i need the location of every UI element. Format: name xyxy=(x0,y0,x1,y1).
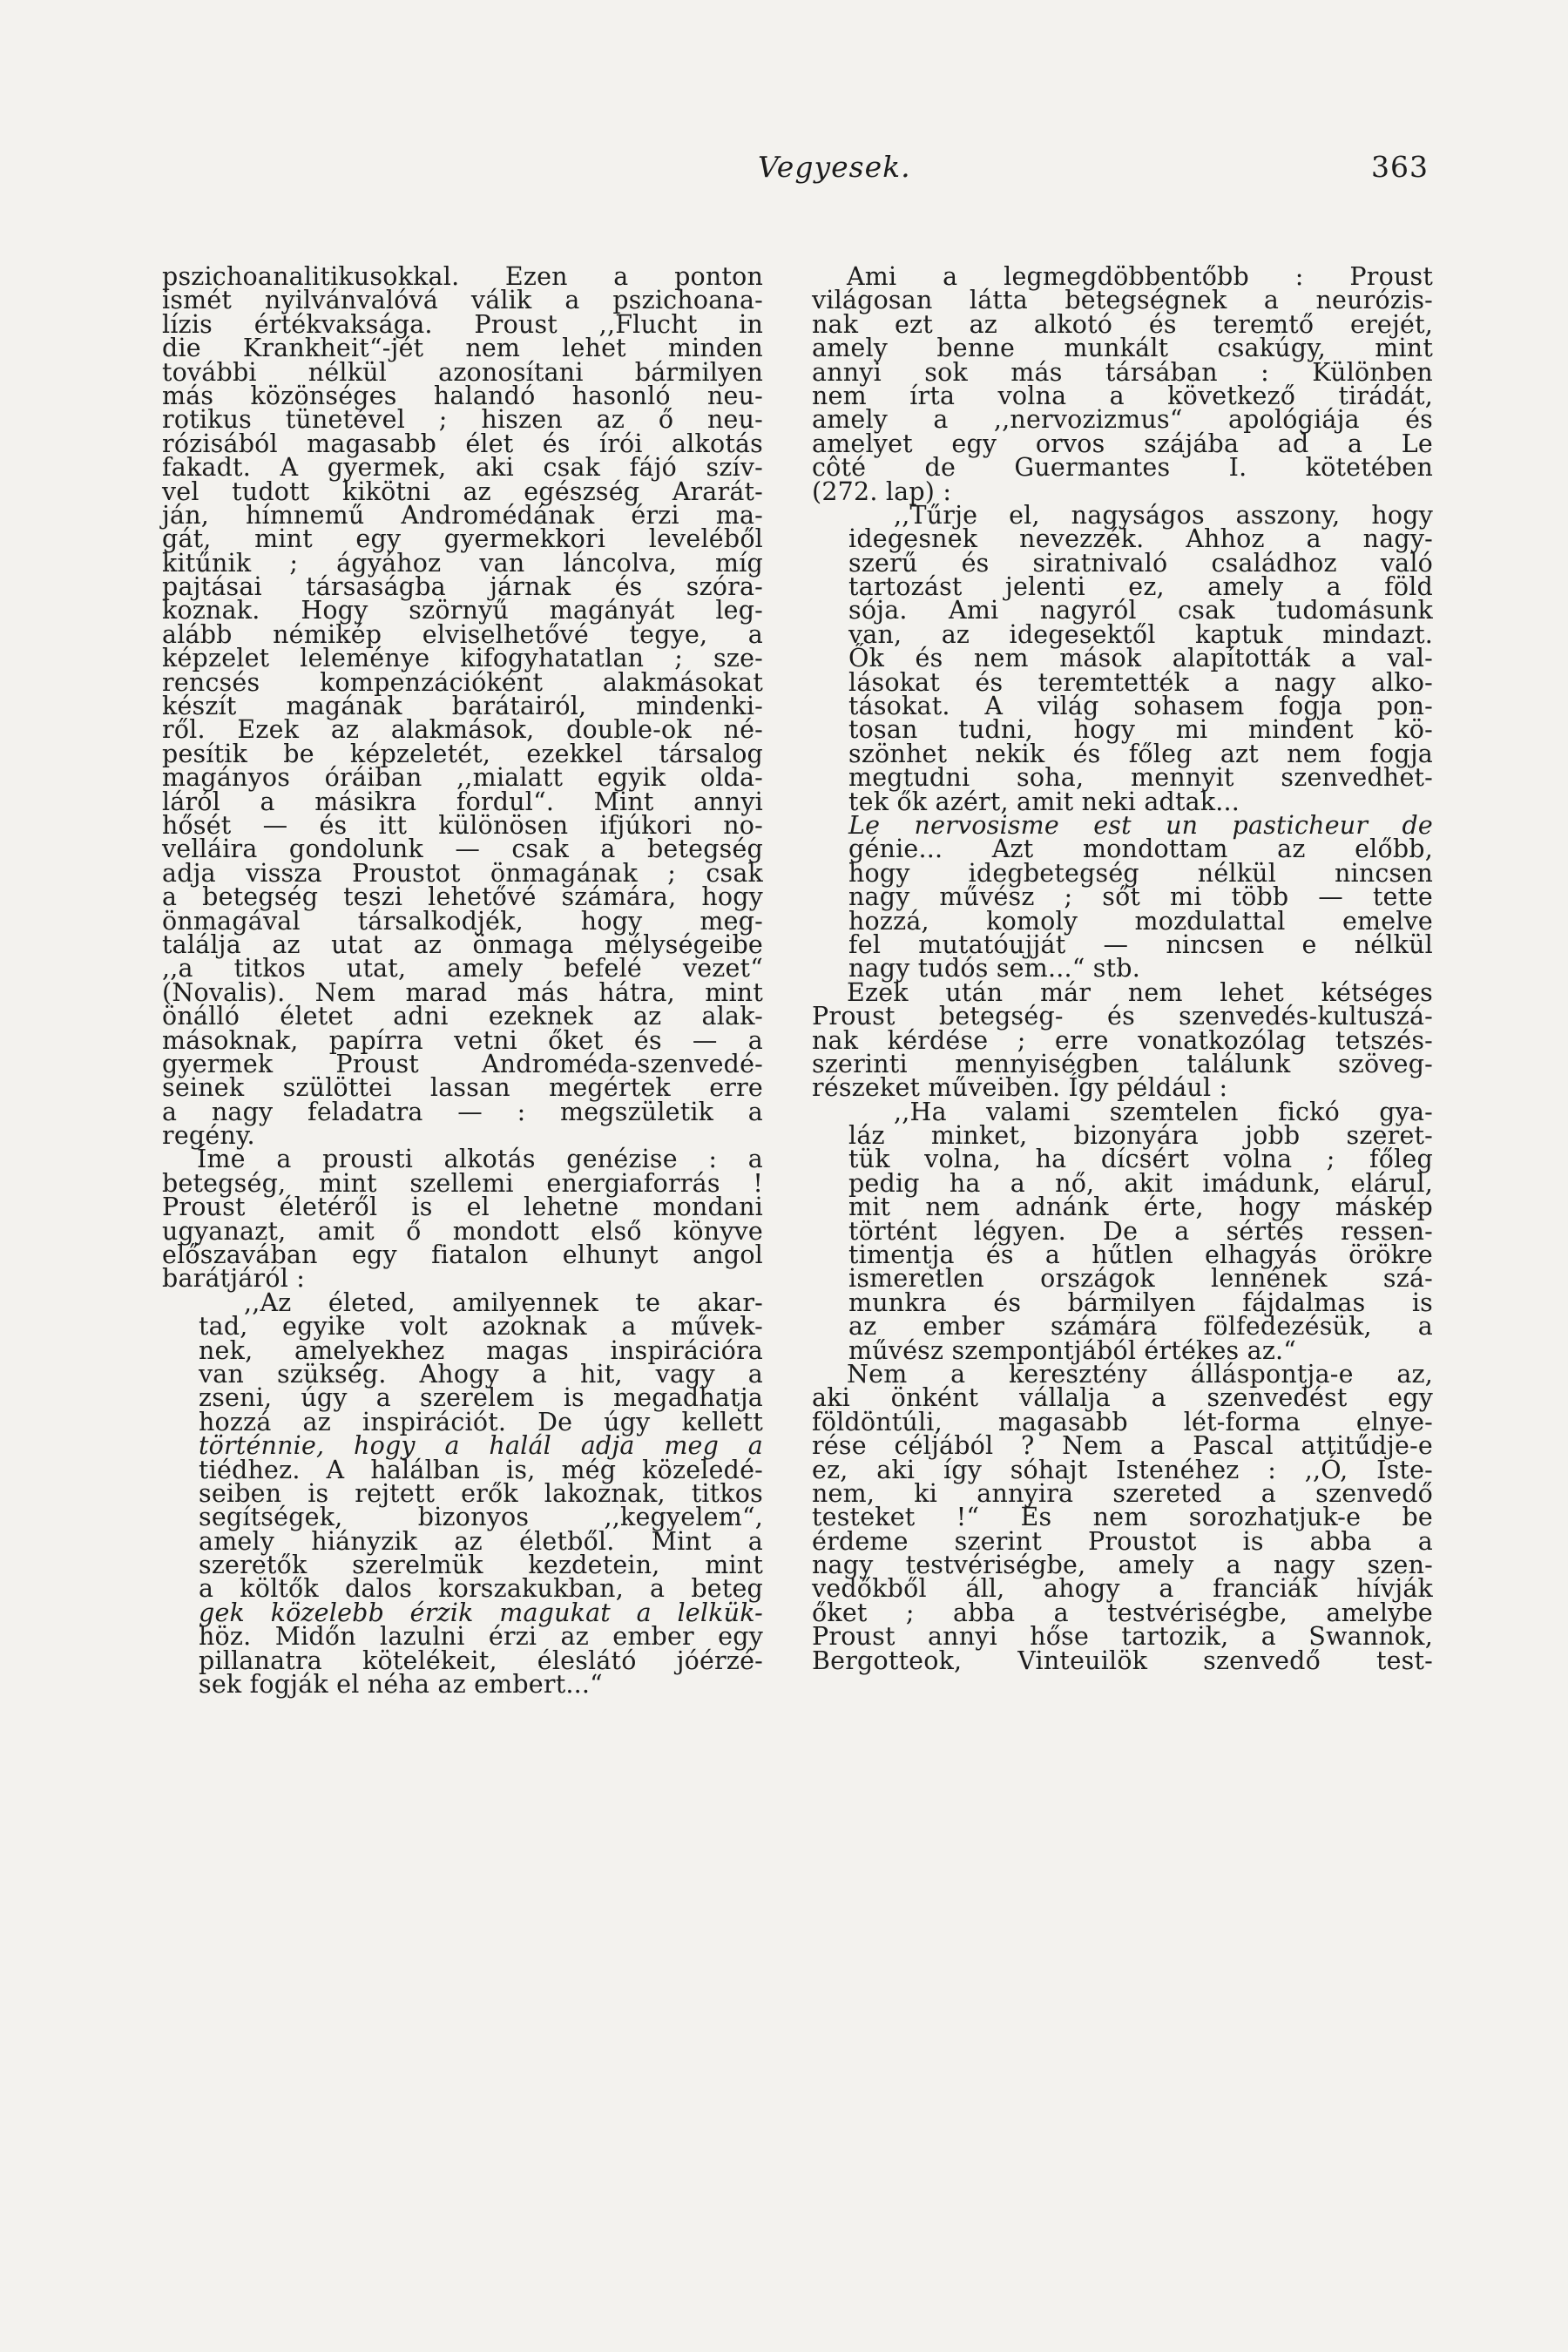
text-line: részeket műveiben. Így például : xyxy=(812,1073,1228,1103)
text-line: ismeretlen országok lennének szá- xyxy=(848,1264,1433,1294)
text-line: Proust betegség- és szenvedés-kultuszá- xyxy=(812,1002,1433,1031)
text-line: amely a ,,nervozizmus“ apológiája és xyxy=(812,405,1433,435)
text-line: fakadt. A gyermek, aki csak fájó szív- xyxy=(162,453,763,483)
text-line: aki önként vállalja a szenvedést egy xyxy=(812,1383,1433,1413)
text-line: mit nem adnánk érte, hogy máskép xyxy=(848,1193,1433,1222)
text-line: annyi sok más társában : Különben xyxy=(812,357,1433,387)
text-line: világosan látta betegségnek a neurózis- xyxy=(812,286,1433,315)
running-head xyxy=(166,150,1455,193)
text-line: hozzá, komoly mozdulattal emelve xyxy=(848,906,1433,936)
text-line: seinek szülöttei lassan megértek erre xyxy=(162,1073,763,1103)
text-line: Proust annyi hőse tartozik, a Swannok, xyxy=(812,1622,1433,1652)
text-line: seiben is rejtett erők lakoznak, titkos xyxy=(199,1478,763,1508)
text-line: munkra és bármilyen fájdalmas is xyxy=(848,1288,1433,1317)
left-text-column xyxy=(162,262,763,1700)
text-line: ,,Tűrje el, nagyságos asszony, hogy xyxy=(894,500,1433,530)
text-line: ismét nyilvánvalóvá válik a pszichoana- xyxy=(162,286,763,315)
right-text-column xyxy=(812,262,1433,1675)
text-line: ján, hímnemű Andromédának érzi ma- xyxy=(162,500,763,530)
text-line: képzelet leleménye kifogyhatatlan ; sze- xyxy=(162,644,763,673)
text-line: vel tudott kikötni az egészség Ararát- xyxy=(162,476,763,506)
page-number: 363 xyxy=(1371,150,1429,184)
text-line: rencsés kompenzációként alakmásokat xyxy=(162,667,763,697)
text-line: segítségek, bizonyos ,,kegyelem“, xyxy=(199,1503,763,1532)
text-line: szönhet nekik és főleg azt nem fogja xyxy=(848,739,1433,768)
text-line: pajtásai társaságba járnak és szóra- xyxy=(162,572,763,602)
text-line: timentja és a hűtlen elhagyás örökre xyxy=(848,1240,1433,1270)
text-line: Le nervosisme est un pasticheur de xyxy=(848,810,1433,840)
text-line: tad, egyike volt azoknak a művek- xyxy=(199,1312,763,1342)
text-line: rózisából magasabb élet és írói alkotás xyxy=(162,429,763,458)
text-line: koznak. Hogy szörnyű magányát leg- xyxy=(162,596,763,625)
text-line: vedőkből áll, ahogy a franciák hívják xyxy=(812,1574,1433,1604)
text-line: idegesnek nevezzék. Ahhoz a nagy- xyxy=(848,524,1433,554)
text-line: nak ezt az alkotó és teremtő erejét, xyxy=(812,309,1433,339)
text-line: őket ; abba a testvériségbe, amelybe xyxy=(812,1598,1433,1627)
text-line: ez, aki így sóhajt Istenéhez : ,,Ó, Iste- xyxy=(812,1455,1433,1484)
text-line: ugyanazt, amit ő mondott első könyve xyxy=(162,1216,763,1246)
text-line: történt légyen. De a sértés ressen- xyxy=(848,1216,1433,1246)
text-line: Ők és nem mások alapították a val- xyxy=(848,644,1433,673)
text-line: találja az utat az önmaga mélységeibe xyxy=(162,929,763,959)
text-line: ,,Az életed, amilyennek te akar- xyxy=(244,1288,763,1317)
text-line: tük volna, ha dícsért volna ; főleg xyxy=(848,1145,1433,1174)
text-line: pillanatra kötelékeit, éleslátó jóérzé- xyxy=(199,1646,763,1675)
text-line: regény. xyxy=(162,1121,255,1151)
text-line: barátjáról : xyxy=(162,1264,306,1294)
text-line: Ezek után már nem lehet kétséges xyxy=(847,977,1433,1007)
text-line: pesítik be képzeletét, ezekkel társalog xyxy=(162,739,763,768)
text-line: tek ők azért, amit neki adtak... xyxy=(848,787,1240,816)
text-line: láz minket, bizonyára jobb szeret- xyxy=(848,1121,1433,1151)
text-line: lásokat és teremtették a nagy alko- xyxy=(848,667,1433,697)
text-line: nagy művész ; sőt mi több — tette xyxy=(848,882,1433,912)
text-line: rése céljából ? Nem a Pascal attitűdje-e xyxy=(812,1431,1433,1461)
text-line: a költők dalos korszakukban, a beteg xyxy=(199,1574,763,1604)
text-line: pszichoanalitikusokkal. Ezen a ponton xyxy=(162,262,763,291)
text-line: másoknak, papírra vetni őket és — a xyxy=(162,1025,763,1055)
text-line: pedig ha a nő, akit imádunk, elárul, xyxy=(848,1168,1433,1198)
text-line: Ami a legmegdöbbentőbb : Proust xyxy=(847,262,1433,291)
text-line: gát, mint egy gyermekkori leveléből xyxy=(162,524,763,554)
text-line: tartozást jelenti ez, amely a föld xyxy=(848,572,1433,602)
text-line: a betegség teszi lehetővé számára, hogy xyxy=(162,882,763,912)
text-line: hogy idegbetegség nélkül nincsen xyxy=(848,858,1433,888)
text-line: amely hiányzik az életből. Mint a xyxy=(199,1526,763,1556)
text-line: szerinti mennyiségben találunk szöveg- xyxy=(812,1049,1433,1078)
text-line: magányos óráiban ,,mialatt egyik olda- xyxy=(162,763,763,793)
text-line: van szükség. Ahogy a hit, vagy a xyxy=(199,1359,763,1389)
text-line: adja vissza Proustot önmagának ; csak xyxy=(162,858,763,888)
text-line: testeket !“ És nem sorozhatjuk-e be xyxy=(812,1503,1433,1532)
text-line: (Novalis). Nem marad más hátra, mint xyxy=(162,977,763,1007)
text-line: nek, amelyekhez magas inspirációra xyxy=(199,1335,763,1365)
text-line: amely benne munkált csakúgy, mint xyxy=(812,334,1433,363)
text-line: amelyet egy orvos szájába ad a Le xyxy=(812,429,1433,458)
text-line: az ember számára fölfedezésük, a xyxy=(848,1312,1433,1342)
text-line: érdeme szerint Proustot is abba a xyxy=(812,1526,1433,1556)
text-line: côté de Guermantes I. kötetében xyxy=(812,453,1433,483)
text-line: önmagával társalkodjék, hogy meg- xyxy=(162,906,763,936)
text-line: lízis értékvaksága. Proust ,,Flucht in xyxy=(162,309,763,339)
text-line: gek közelebb érzik magukat a lelkük- xyxy=(199,1598,763,1627)
text-line: szeretők szerelmük kezdetein, mint xyxy=(199,1551,763,1580)
text-line: sek fogják el néha az embert...“ xyxy=(199,1670,603,1700)
text-line: megtudni soha, mennyit szenvedhet- xyxy=(848,763,1433,793)
text-line: készít magának barátairól, mindenki- xyxy=(162,692,763,721)
text-line: rotikus tünetével ; hiszen az ő neu- xyxy=(162,405,763,435)
text-line: Bergotteok, Vinteuilök szenvedő test- xyxy=(812,1646,1433,1675)
text-line: ,,a titkos utat, amely befelé vezet“ xyxy=(162,954,763,983)
text-line: Proust életéről is el lehetne mondani xyxy=(162,1193,763,1222)
text-line: zseni, úgy a szerelem is megadhatja xyxy=(199,1383,763,1413)
text-line: nem, ki annyira szereted a szenvedő xyxy=(812,1478,1433,1508)
text-line: Íme a prousti alkotás genézise : a xyxy=(197,1145,763,1174)
text-line: génie... Azt mondottam az előbb, xyxy=(848,835,1433,864)
running-head-title: Vegyesek. xyxy=(758,150,911,184)
text-line: tásokat. A világ sohasem fogja pon- xyxy=(848,692,1433,721)
text-line: további nélkül azonosítani bármilyen xyxy=(162,357,763,387)
text-line: előszavában egy fiatalon elhunyt angol xyxy=(162,1240,763,1270)
text-line: tosan tudni, hogy mi mindent kö- xyxy=(848,715,1433,745)
text-line: kitűnik ; ágyához van láncolva, míg xyxy=(162,548,763,578)
text-line: láról a másikra fordul“. Mint annyi xyxy=(162,787,763,816)
text-line: alább némikép elviselhetővé tegye, a xyxy=(162,619,763,649)
text-line: ,,Ha valami szemtelen fickó gya- xyxy=(894,1097,1433,1126)
text-line: sója. Ami nagyról csak tudomásunk xyxy=(848,596,1433,625)
text-line: höz. Midőn lazulni érzi az ember egy xyxy=(199,1622,763,1652)
text-line: hősét — és itt különösen ifjúkori no- xyxy=(162,810,763,840)
text-line: nak kérdése ; erre vonatkozólag tetszés- xyxy=(812,1025,1433,1055)
text-line: hozzá az inspirációt. De úgy kellett xyxy=(199,1407,763,1436)
text-line: történnie, hogy a halál adja meg a xyxy=(199,1431,763,1461)
text-line: fel mutatóujját — nincsen e nélkül xyxy=(848,929,1433,959)
text-line: földöntúli, magasabb lét-forma elnye- xyxy=(812,1407,1433,1436)
text-line: betegség, mint szellemi energiaforrás ! xyxy=(162,1168,763,1198)
text-line: művész szempontjából értékes az.“ xyxy=(848,1335,1297,1365)
text-line: velláira gondolunk — csak a betegség xyxy=(162,835,763,864)
text-line: nem írta volna a következő tirádát, xyxy=(812,381,1433,410)
text-line: gyermek Proust Androméda-szenvedé- xyxy=(162,1049,763,1078)
text-line: nagy testvériségbe, amely a nagy szen- xyxy=(812,1551,1433,1580)
text-line: Nem a keresztény álláspontja-e az, xyxy=(847,1359,1433,1389)
text-line: a nagy feladatra — : megszületik a xyxy=(162,1097,763,1126)
text-line: die Krankheit“-jét nem lehet minden xyxy=(162,334,763,363)
text-line: ről. Ezek az alakmások, double-ok né- xyxy=(162,715,763,745)
text-line: szerű és siratnivaló családhoz való xyxy=(848,548,1433,578)
text-line: önálló életet adni ezeknek az alak- xyxy=(162,1002,763,1031)
text-line: más közönséges halandó hasonló neu- xyxy=(162,381,763,410)
text-line: nagy tudós sem...“ stb. xyxy=(848,954,1140,983)
text-line: tiédhez. A halálban is, még közeledé- xyxy=(199,1455,763,1484)
text-line: (272. lap) : xyxy=(812,476,952,506)
text-line: van, az idegesektől kaptuk mindazt. xyxy=(848,619,1433,649)
